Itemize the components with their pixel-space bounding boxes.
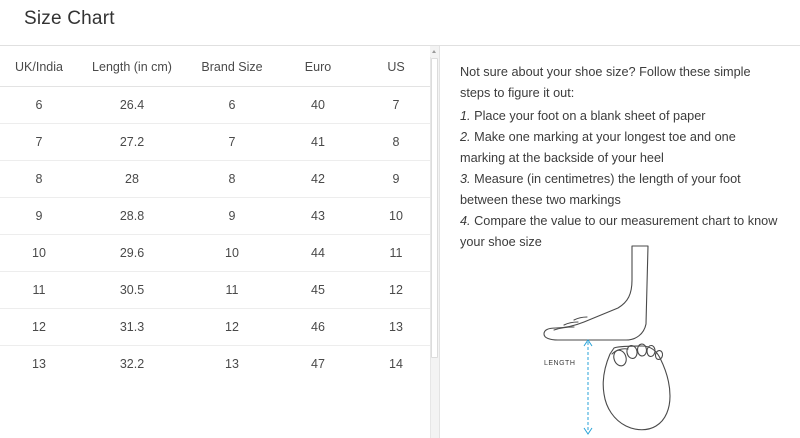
cell-us: 11 (358, 235, 434, 272)
table-row (0, 87, 434, 124)
cell-brand-size: 10 (186, 235, 278, 272)
cell-uk-india: 9 (0, 198, 78, 235)
table-row (0, 346, 434, 383)
foot-measurement-illustration (540, 242, 780, 438)
column-header-uk-india: UK/India (0, 46, 78, 87)
foot-diagram-icon (540, 242, 780, 438)
cell-length: 28.8 (78, 198, 186, 235)
cell-euro: 42 (278, 161, 358, 198)
step-number: 4. (460, 214, 471, 228)
size-table-pane (0, 46, 440, 438)
cell-us: 9 (358, 161, 434, 198)
step-number: 2. (460, 130, 471, 144)
column-header-us: US (358, 46, 434, 87)
size-table (0, 46, 434, 382)
table-row (0, 272, 434, 309)
cell-us: 13 (358, 309, 434, 346)
cell-us: 14 (389, 357, 403, 371)
cell-brand-size: 7 (186, 124, 278, 161)
page-title: Size Chart (24, 8, 115, 29)
column-header-length: Length (in cm) (78, 46, 186, 87)
step-item (460, 127, 782, 169)
cell-uk-india: 7 (0, 124, 78, 161)
cell-uk-india: 13 (32, 357, 46, 371)
cell-brand-size: 6 (186, 87, 278, 124)
step-text: Make one marking at your longest toe and one marking at the backside of your heel (460, 130, 736, 165)
cell-brand-size: 13 (225, 357, 239, 371)
cell-uk-india: 10 (0, 235, 78, 272)
cell-us: 10 (358, 198, 434, 235)
cell-uk-india: 8 (0, 161, 78, 198)
instructions-steps (460, 106, 782, 253)
cell-us: 8 (358, 124, 434, 161)
cell-length: 30.5 (78, 272, 186, 309)
cell-us: 12 (358, 272, 434, 309)
table-row (0, 124, 434, 161)
cell-euro: 44 (278, 235, 358, 272)
cell-euro: 43 (278, 198, 358, 235)
content-area (0, 46, 800, 438)
step-number: 1. (460, 109, 471, 123)
cell-brand-size: 8 (186, 161, 278, 198)
table-row (0, 309, 434, 346)
step-text: Place your foot on a blank sheet of paper (474, 109, 706, 123)
cell-brand-size: 11 (186, 272, 278, 309)
cell-length: 31.3 (78, 309, 186, 346)
cell-length: 28 (78, 161, 186, 198)
cell-uk-india: 12 (0, 309, 78, 346)
scrollbar-thumb[interactable] (431, 58, 438, 358)
column-header-euro: Euro (278, 46, 358, 87)
cell-length: 26.4 (78, 87, 186, 124)
step-text: Compare the value to our measurement chart to know your shoe size (460, 214, 778, 249)
cell-uk-india: 11 (0, 272, 78, 309)
cell-euro: 46 (278, 309, 358, 346)
instructions-intro: Not sure about your shoe size? Follow these simple steps to figure it out: (460, 65, 751, 100)
step-item (460, 106, 782, 127)
cell-euro: 40 (278, 87, 358, 124)
cell-brand-size: 9 (186, 198, 278, 235)
step-text: Measure (in centimetres) the length of your foot between these two markings (460, 172, 741, 207)
table-row (0, 198, 434, 235)
cell-euro: 45 (278, 272, 358, 309)
cell-euro: 41 (278, 124, 358, 161)
step-item (460, 169, 782, 211)
cell-us: 7 (358, 87, 434, 124)
cell-length: 32.2 (119, 357, 145, 371)
length-label: LENGTH (544, 360, 576, 367)
cell-length: 29.6 (78, 235, 186, 272)
cell-brand-size: 12 (186, 309, 278, 346)
cell-uk-india: 6 (0, 87, 78, 124)
instructions-pane (440, 46, 800, 438)
scroll-up-arrow-icon[interactable] (430, 46, 439, 57)
table-row (0, 235, 434, 272)
table-header-row (0, 46, 434, 87)
table-scrollbar[interactable] (430, 46, 439, 438)
cell-euro: 47 (311, 357, 325, 371)
column-header-brand-size: Brand Size (186, 46, 278, 87)
step-number: 3. (460, 172, 471, 186)
cell-length: 27.2 (78, 124, 186, 161)
table-row (0, 161, 434, 198)
